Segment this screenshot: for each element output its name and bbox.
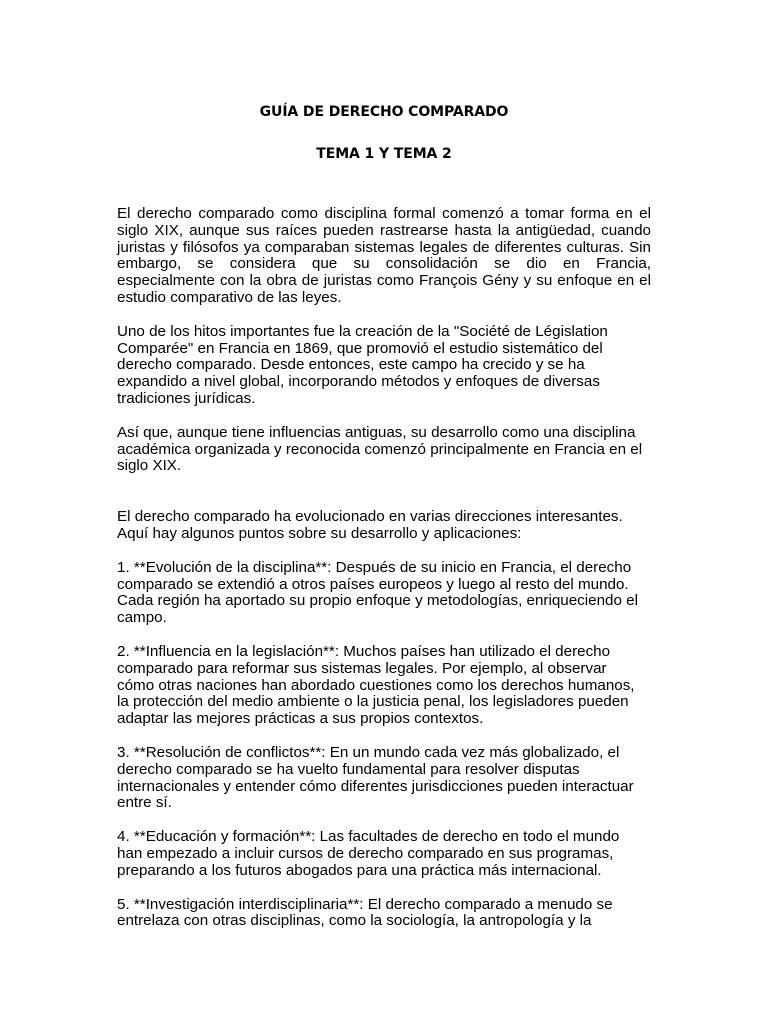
paragraph-line: especialmente con la obra de juristas como François Gény y su enfoque en el [117, 272, 651, 290]
paragraph-line: comparado para reformar sus sistemas legales. Por ejemplo, al observar [117, 659, 607, 677]
paragraph-line: entrelaza con otras disciplinas, como la sociología, la antropología y la [117, 912, 592, 930]
paragraph-summary [117, 425, 651, 475]
paragraph-line: entre sí. [117, 794, 172, 812]
document-title: GUÍA DE DERECHO COMPARADO [259, 104, 509, 120]
paragraph-line: El derecho comparado ha evolucionado en varias direcciones interesantes. [117, 508, 623, 526]
list-item-research [117, 897, 651, 931]
paragraph-line: tradiciones jurídicas. [117, 389, 256, 407]
paragraph-line: derecho comparado se ha vuelto fundamental para resolver disputas [117, 760, 580, 778]
paragraph-line: campo. [117, 609, 167, 627]
paragraph-line: estudio comparativo de las leyes. [117, 288, 342, 306]
paragraph-milestones [117, 324, 651, 408]
paragraph-line: Aquí hay algunos puntos sobre su desarrollo y aplicaciones: [117, 524, 522, 542]
paragraph-line: Así que, aunque tiene influencias antiguas, su desarrollo como una disciplina [117, 423, 636, 441]
paragraph-line: juristas y filósofos ya comparaban sistemas legales de diferentes culturas. Sin [117, 238, 651, 256]
paragraph-line: han empezado a incluir cursos de derecho comparado en sus programas, [117, 844, 614, 862]
paragraph-line: embargo, se considera que su consolidación se dio en Francia, [117, 255, 651, 273]
paragraph-line: comparado se extendió a otros países europeos y luego al resto del mundo. [117, 575, 629, 593]
paragraph-line: Comparée" en Francia en 1869, que promovió el estudio sistemático del [117, 339, 603, 357]
list-item-education [117, 829, 651, 879]
paragraph-line: siglo XIX, aunque sus raíces pueden rastrearse hasta la antigüedad, cuando [117, 221, 651, 239]
paragraph-line: cómo otras naciones han abordado cuestiones como los derechos humanos, [117, 676, 635, 694]
document-subtitle: TEMA 1 Y TEMA 2 [316, 146, 452, 162]
paragraph-line: 4. **Educación y formación**: Las facultades de derecho en todo el mundo [117, 828, 620, 846]
paragraph-line: siglo XIX. [117, 457, 182, 475]
paragraph-line: internacionales y entender cómo diferentes jurisdicciones pueden interactuar [117, 777, 634, 795]
paragraph-origins [117, 206, 651, 307]
paragraph-line: Uno de los hitos importantes fue la creación de la "Société de Législation [117, 322, 608, 340]
paragraph-line: 1. **Evolución de la disciplina**: Después de su inicio en Francia, el derecho [117, 558, 632, 576]
paragraph-line: expandido a nivel global, incorporando métodos y enfoques de diversas [117, 373, 600, 391]
paragraph-evolution-intro [117, 509, 651, 543]
paragraph-line: 2. **Influencia en la legislación**: Muchos países han utilizado el derecho [117, 642, 611, 660]
paragraph-line: El derecho comparado como disciplina formal comenzó a tomar forma en el [117, 205, 651, 222]
paragraph-line: preparando a los futuros abogados para una práctica más internacional. [117, 861, 602, 879]
list-item-conflicts [117, 745, 651, 812]
paragraph-line: derecho comparado. Desde entonces, este campo ha crecido y se ha [117, 356, 585, 374]
paragraph-line: académica organizada y reconocida comenzó principalmente en Francia en el [117, 440, 643, 458]
list-item-evolution [117, 560, 651, 627]
list-item-legislation [117, 644, 651, 728]
paragraph-line: 3. **Resolución de conflictos**: En un mundo cada vez más globalizado, el [117, 743, 620, 761]
paragraph-line: la protección del medio ambiente o la justicia penal, los legisladores pueden [117, 693, 629, 711]
document-body [117, 206, 651, 947]
paragraph-line: Cada región ha aportado su propio enfoque y metodologías, enriqueciendo el [117, 592, 638, 610]
paragraph-line: 5. **Investigación interdisciplinaria**: El derecho comparado a menudo se [117, 895, 613, 913]
paragraph-line: adaptar las mejores prácticas a sus propios contextos. [117, 710, 484, 728]
